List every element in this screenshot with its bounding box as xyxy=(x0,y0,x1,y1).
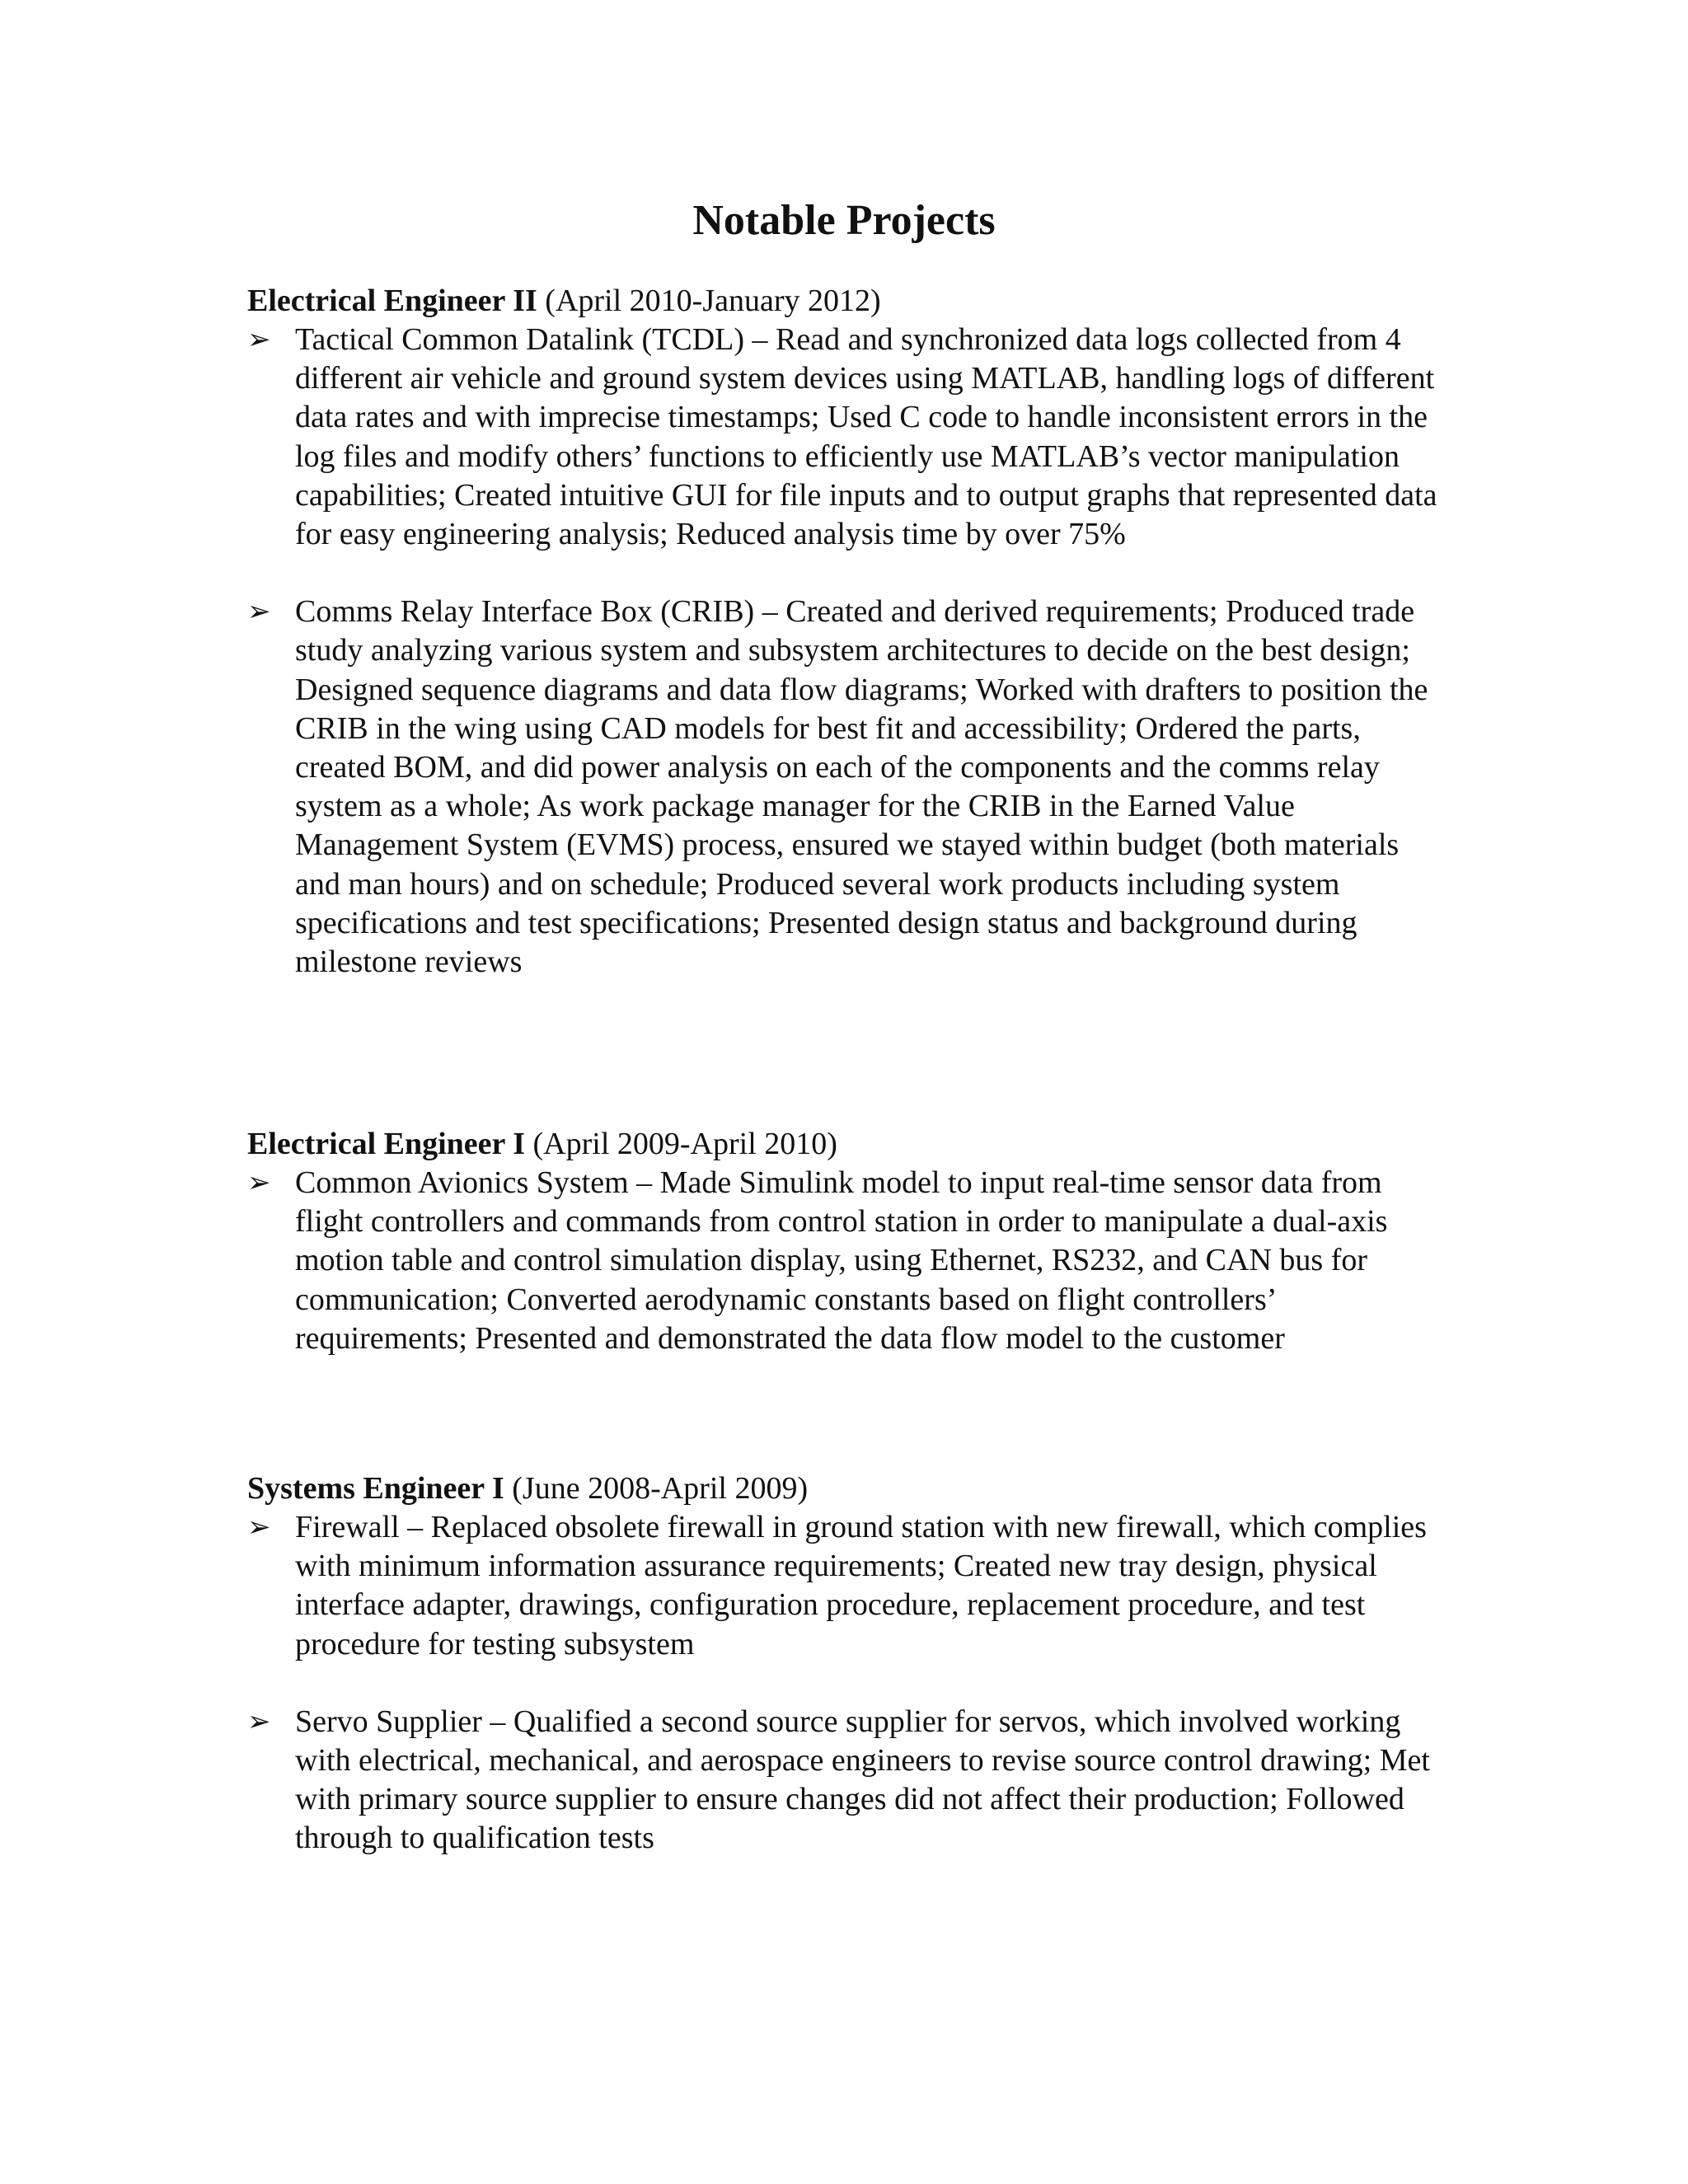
project-item xyxy=(247,1703,1451,1858)
role-title: Electrical Engineer I xyxy=(247,1127,526,1161)
project-item xyxy=(247,593,1451,982)
project-item xyxy=(247,1508,1451,1664)
arrow-bullet-icon: ➢ xyxy=(247,325,271,355)
arrow-bullet-icon: ➢ xyxy=(247,1706,271,1737)
role-title: Systems Engineer I xyxy=(247,1471,504,1506)
project-description: Common Avionics System – Made Simulink model to input real-time sensor data from flight controllers and commands from control station in order to manipulate a dual-axis motion table and control simulation display, using Ethernet, RS232, and CAN bus for communication; Converted aerodynamic constants based on flight controllers’ requirements; Presented and demonstrated the data flow model to the customer xyxy=(295,1165,1388,1356)
project-description: Tactical Common Datalink (TCDL) – Read and synchronized data logs collected from 4 different air vehicle and ground system devices using MATLAB, handling logs of different data rates and with imprecise timestamps; Used C code to handle inconsistent errors in the log files and modify others’ functions to efficiently use MATLAB’s vector manipulation capabilities; Created intuitive GUI for file inputs and to output graphs that represented data for easy engineering analysis; Reduced analysis time by over 75% xyxy=(295,322,1437,552)
project-item xyxy=(247,1164,1451,1358)
project-description: Servo Supplier – Qualified a second source supplier for servos, which involved working with electrical, mechanical, and aerospace engineers to revise source control drawing; Met with primary source supplier to ensure changes did not affect their production; Followed through to qualification tests xyxy=(295,1704,1430,1856)
section-electrical-engineer-ii xyxy=(247,282,1451,982)
role-heading xyxy=(247,1125,1451,1164)
arrow-bullet-icon: ➢ xyxy=(247,1512,271,1543)
project-description: Comms Relay Interface Box (CRIB) – Created and derived requirements; Produced trade study analyzing various system and subsystem architectures to decide on the best design; Designed sequence diagrams and data flow diagrams; Worked with drafters to position the CRIB in the wing using CAD models for best fit and accessibility; Ordered the parts, created BOM, and did power analysis on each of the components and the comms relay system as a whole; As work package manager for the CRIB in the Earned Value Management System (EVMS) process, ensured we stayed within budget (both materials and man hours) and on schedule; Produced several work products including system specifications and test specifications; Presented design status and background during milestone reviews xyxy=(295,594,1428,980)
role-dates: (April 2009-April 2010) xyxy=(532,1127,837,1161)
project-item xyxy=(247,321,1451,554)
role-heading xyxy=(247,282,1451,321)
section-systems-engineer-i xyxy=(247,1469,1451,1858)
role-title: Electrical Engineer II xyxy=(247,284,537,318)
role-heading xyxy=(247,1469,1451,1508)
role-dates: (April 2010-January 2012) xyxy=(545,284,881,318)
role-dates: (June 2008-April 2009) xyxy=(512,1471,809,1506)
section-electrical-engineer-i xyxy=(247,1125,1451,1358)
project-description: Firewall – Replaced obsolete firewall in ground station with new firewall, which complies with minimum information assurance requirements; Created new tray design, physical interface adapter, drawings, configuration procedure, replacement procedure, and test procedure for testing subsystem xyxy=(295,1510,1427,1661)
arrow-bullet-icon: ➢ xyxy=(247,597,271,628)
arrow-bullet-icon: ➢ xyxy=(247,1168,271,1198)
page-title: Notable Projects xyxy=(692,197,996,244)
